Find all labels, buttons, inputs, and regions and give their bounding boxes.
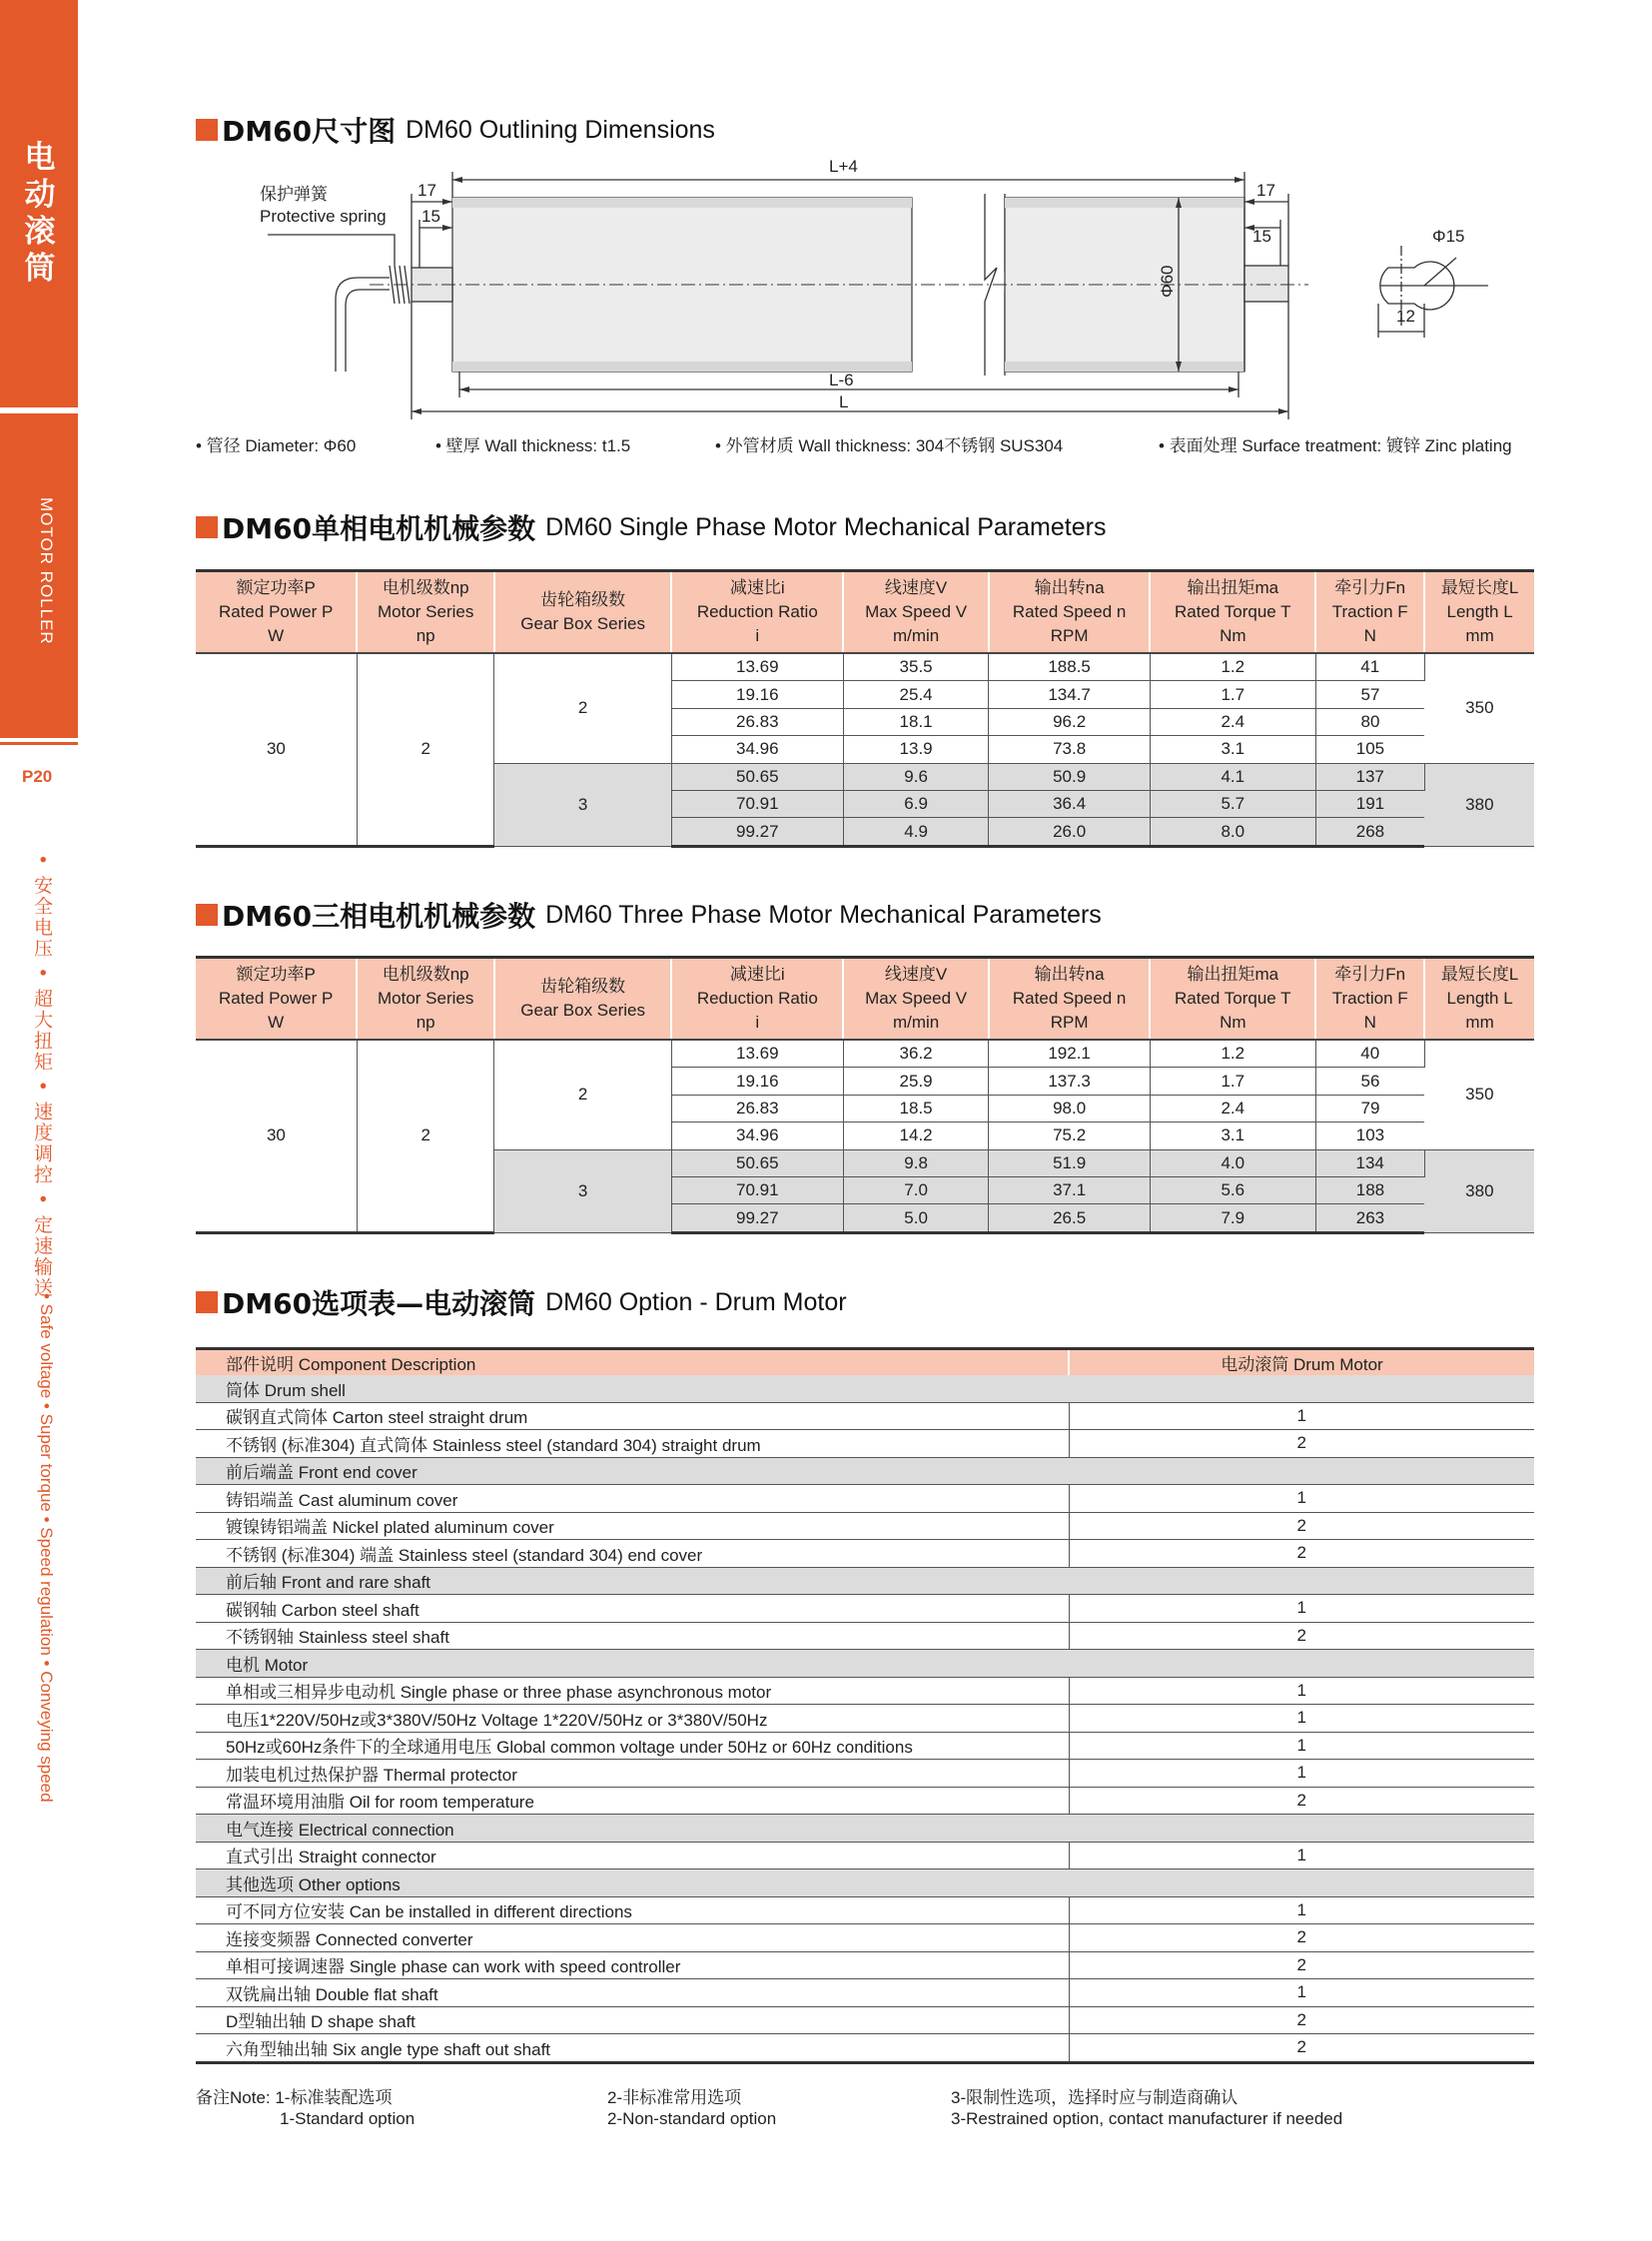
- options-item-row: [196, 1732, 1534, 1760]
- params-col-header-cn: 额定功率P: [236, 578, 316, 597]
- three-phase-table: [196, 956, 1534, 1234]
- heading-cn: DM60选项表—电动滚筒: [222, 1287, 536, 1320]
- params-col-header-unit: i: [755, 626, 760, 645]
- options-item-row: [196, 1512, 1534, 1540]
- value-cell: 36.2: [843, 1040, 989, 1068]
- value-cell: 103: [1315, 1122, 1424, 1149]
- params-col-header: [1424, 958, 1534, 1041]
- params-col-header: [671, 958, 843, 1041]
- option-value: 1: [1069, 1979, 1534, 2007]
- option-description: 双铣扁出轴 Double flat shaft: [196, 1979, 1069, 2007]
- params-col-header-en: Length L: [1446, 989, 1513, 1008]
- params-col-header: [1150, 571, 1315, 654]
- dim-l: L: [839, 392, 849, 411]
- option-description: 加装电机过热保护器 Thermal protector: [196, 1760, 1069, 1788]
- table-row: [196, 1040, 1534, 1068]
- value-cell: 25.4: [843, 681, 989, 708]
- options-item-row: [196, 1430, 1534, 1458]
- value-cell: 18.5: [843, 1095, 989, 1121]
- options-category-label: 筒体 Drum shell: [196, 1375, 1534, 1402]
- params-col-header-unit: Nm: [1220, 1013, 1246, 1032]
- option-value: 1: [1069, 1677, 1534, 1705]
- options-item-row: [196, 2034, 1534, 2063]
- params-col-header-unit: np: [415, 1013, 435, 1032]
- single-phase-table: [196, 569, 1534, 848]
- value-cell: 99.27: [671, 1204, 843, 1232]
- dim-phi15: Φ15: [1432, 227, 1465, 246]
- params-col-header-en: Reduction Ratio: [696, 989, 818, 1008]
- option-value: 2: [1069, 1430, 1534, 1458]
- sidebar-title-en: MOTOR ROLLER: [37, 497, 56, 645]
- heading-en: DM60 Single Phase Motor Mechanical Parameters: [545, 512, 1107, 541]
- value-cell: 3.1: [1150, 736, 1315, 763]
- value-cell: 137.3: [989, 1068, 1150, 1095]
- option-value: 1: [1069, 1595, 1534, 1623]
- params-col-header-unit: mm: [1465, 626, 1494, 645]
- dim-l-plus-4: L+4: [829, 157, 858, 176]
- dim-17-left: 17: [417, 181, 436, 200]
- params-col-header-unit: mm: [1465, 1013, 1494, 1032]
- value-cell: 268: [1315, 818, 1424, 846]
- option-value: 2: [1069, 1512, 1534, 1540]
- spring-label-en: Protective spring: [260, 207, 387, 226]
- params-header-row: [196, 571, 1534, 654]
- value-cell: 26.5: [989, 1204, 1150, 1232]
- params-col-header: [843, 571, 989, 654]
- length-cell: 380: [1424, 1149, 1534, 1232]
- option-description: 不锈钢轴 Stainless steel shaft: [196, 1622, 1069, 1650]
- params-col-header-en: Max Speed V: [865, 602, 968, 621]
- dimension-drawing-svg: [190, 150, 1488, 419]
- option-value: 2: [1069, 1622, 1534, 1650]
- dim-15-right: 15: [1252, 227, 1271, 246]
- note-2-cn: 2-非标准常用选项: [607, 2088, 742, 2107]
- params-col-header-cn: 减速比i: [729, 965, 785, 984]
- value-cell: 188: [1315, 1176, 1424, 1203]
- params-col-header-en: Rated Power P: [219, 989, 334, 1008]
- params-col-header-unit: N: [1363, 626, 1376, 645]
- params-col-header: [494, 571, 671, 654]
- dim-15-left: 15: [421, 207, 440, 226]
- option-value: 1: [1069, 1705, 1534, 1733]
- value-cell: 5.7: [1150, 790, 1315, 817]
- heading-marker: [196, 119, 218, 141]
- length-cell: 350: [1424, 1040, 1534, 1149]
- note-3-cn: 3-限制性选项，选择时应与制造商确认: [951, 2088, 1239, 2107]
- value-cell: 50.65: [671, 763, 843, 790]
- value-cell: 18.1: [843, 708, 989, 735]
- dimension-drawing: [190, 150, 1488, 419]
- options-category-row: [196, 1567, 1534, 1595]
- option-value: 2: [1069, 1540, 1534, 1568]
- params-col-header-unit: RPM: [1050, 626, 1089, 645]
- value-cell: 75.2: [989, 1122, 1150, 1149]
- params-col-header-en: Motor Series: [377, 989, 474, 1008]
- length-cell: 380: [1424, 763, 1534, 846]
- value-cell: 7.9: [1150, 1204, 1315, 1232]
- value-cell: 14.2: [843, 1122, 989, 1149]
- value-cell: 98.0: [989, 1095, 1150, 1121]
- heading-cn: DM60三相电机机械参数: [222, 900, 536, 933]
- option-value: 2: [1069, 1951, 1534, 1979]
- params-col-header: [671, 571, 843, 654]
- options-col-drum-motor: 电动滚筒 Drum Motor: [1069, 1349, 1534, 1376]
- value-cell: 9.8: [843, 1149, 989, 1176]
- value-cell: 70.91: [671, 1176, 843, 1203]
- params-col-header-unit: W: [268, 626, 285, 645]
- value-cell: 36.4: [989, 790, 1150, 817]
- options-item-row: [196, 1622, 1534, 1650]
- option-description: 直式引出 Straight connector: [196, 1842, 1069, 1869]
- params-col-header: [357, 571, 494, 654]
- option-description: 单相可接调速器 Single phase can work with speed controller: [196, 1951, 1069, 1979]
- value-cell: 1.2: [1150, 653, 1315, 681]
- params-col-header-unit: m/min: [892, 1013, 940, 1032]
- params-col-header-cn: 线速度V: [884, 965, 948, 984]
- options-item-row: [196, 1842, 1534, 1869]
- options-category-row: [196, 1869, 1534, 1897]
- value-cell: 191: [1315, 790, 1424, 817]
- dim-17-right: 17: [1256, 181, 1275, 200]
- params-col-header-cn: 最短长度L: [1440, 578, 1519, 597]
- value-cell: 105: [1315, 736, 1424, 763]
- value-cell: 4.9: [843, 818, 989, 846]
- value-cell: 1.2: [1150, 1040, 1315, 1068]
- params-col-header-en: Rated Torque T: [1175, 602, 1291, 621]
- value-cell: 50.65: [671, 1149, 843, 1176]
- value-cell: 134.7: [989, 681, 1150, 708]
- params-col-header-en: Rated Speed n: [1012, 989, 1127, 1008]
- note-2-en: 2-Non-standard option: [607, 2109, 777, 2128]
- params-col-header-en: Gear Box Series: [520, 1001, 645, 1020]
- params-col-header-unit: i: [755, 1013, 760, 1032]
- options-item-row: [196, 1402, 1534, 1430]
- value-cell: 41: [1315, 653, 1424, 681]
- params-col-header-en: Rated Torque T: [1175, 989, 1291, 1008]
- options-item-row: [196, 2006, 1534, 2034]
- params-col-header-cn: 牵引力Fn: [1334, 578, 1406, 597]
- value-cell: 73.8: [989, 736, 1150, 763]
- value-cell: 192.1: [989, 1040, 1150, 1068]
- options-category-label: 前后端盖 Front end cover: [196, 1457, 1534, 1485]
- params-col-header: [494, 958, 671, 1041]
- value-cell: 96.2: [989, 708, 1150, 735]
- option-value: 2: [1069, 1924, 1534, 1952]
- options-category-label: 前后轴 Front and rare shaft: [196, 1567, 1534, 1595]
- sidebar-features-cn: • 安全电压 • 超大扭矩 • 速度调控 • 定速输送: [31, 854, 53, 1299]
- heading-marker: [196, 516, 218, 538]
- option-value: 1: [1069, 1485, 1534, 1513]
- options-category-label: 其他选项 Other options: [196, 1869, 1534, 1897]
- value-cell: 137: [1315, 763, 1424, 790]
- gearbox-cell: 2: [494, 653, 671, 763]
- option-value: 1: [1069, 1402, 1534, 1430]
- options-col-description: 部件说明 Component Description: [196, 1349, 1069, 1376]
- value-cell: 13.69: [671, 1040, 843, 1068]
- value-cell: 57: [1315, 681, 1424, 708]
- spec-line: [196, 431, 1534, 461]
- params-col-header-cn: 输出扭矩ma: [1187, 965, 1279, 984]
- params-col-header: [357, 958, 494, 1041]
- page-number: P20: [22, 767, 53, 786]
- params-col-header-cn: 线速度V: [884, 578, 948, 597]
- options-category-row: [196, 1815, 1534, 1843]
- params-col-header-cn: 电机级数np: [382, 578, 469, 597]
- options-item-row: [196, 1540, 1534, 1568]
- option-value: 2: [1069, 2006, 1534, 2034]
- option-description: 碳钢轴 Carbon steel shaft: [196, 1595, 1069, 1623]
- spec-material: • 外管材质 Wall thickness: 304不锈钢 SUS304: [715, 436, 1064, 455]
- motor-series-cell: 2: [357, 1040, 494, 1232]
- options-header-row: [196, 1349, 1534, 1376]
- options-item-row: [196, 1979, 1534, 2007]
- value-cell: 2.4: [1150, 1095, 1315, 1121]
- value-cell: 34.96: [671, 1122, 843, 1149]
- value-cell: 40: [1315, 1040, 1424, 1068]
- params-col-header: [196, 958, 357, 1041]
- value-cell: 13.9: [843, 736, 989, 763]
- option-value: 1: [1069, 1732, 1534, 1760]
- spec-wall: • 壁厚 Wall thickness: t1.5: [435, 436, 631, 455]
- length-cell: 350: [1424, 653, 1534, 763]
- dim-12: 12: [1396, 307, 1415, 326]
- params-col-header-unit: W: [268, 1013, 285, 1032]
- params-col-header-cn: 减速比i: [729, 578, 785, 597]
- params-col-header: [1315, 958, 1424, 1041]
- section-heading-three-phase: [196, 895, 1102, 935]
- value-cell: 1.7: [1150, 681, 1315, 708]
- value-cell: 19.16: [671, 1068, 843, 1095]
- spec-diameter: • 管径 Diameter: Φ60: [196, 436, 357, 455]
- params-col-header: [196, 571, 357, 654]
- option-value: 1: [1069, 1896, 1534, 1924]
- value-cell: 51.9: [989, 1149, 1150, 1176]
- option-description: 单相或三相异步电动机 Single phase or three phase asynchronous motor: [196, 1677, 1069, 1705]
- params-col-header-unit: N: [1363, 1013, 1376, 1032]
- value-cell: 6.9: [843, 790, 989, 817]
- sidebar-title-cn: 电动滚筒: [24, 140, 56, 287]
- params-col-header-cn: 输出扭矩ma: [1187, 578, 1279, 597]
- params-col-header-cn: 牵引力Fn: [1334, 965, 1406, 984]
- option-description: 铸铝端盖 Cast aluminum cover: [196, 1485, 1069, 1513]
- heading-cn: DM60单相电机机械参数: [222, 512, 536, 545]
- value-cell: 34.96: [671, 736, 843, 763]
- heading-marker: [196, 1291, 218, 1313]
- value-cell: 26.83: [671, 708, 843, 735]
- rated-power-cell: 30: [196, 1040, 357, 1232]
- options-item-row: [196, 1951, 1534, 1979]
- gearbox-cell: 3: [494, 1149, 671, 1232]
- value-cell: 188.5: [989, 653, 1150, 681]
- option-description: 可不同方位安装 Can be installed in different directions: [196, 1896, 1069, 1924]
- params-col-header-en: Max Speed V: [865, 989, 968, 1008]
- heading-en: DM60 Option - Drum Motor: [545, 1287, 847, 1316]
- section-heading-dimensions: [196, 110, 715, 150]
- params-header-row: [196, 958, 1534, 1041]
- params-col-header-unit: Nm: [1220, 626, 1246, 645]
- params-col-header-cn: 额定功率P: [236, 965, 316, 984]
- params-col-header: [989, 571, 1150, 654]
- heading-en: DM60 Outlining Dimensions: [406, 115, 715, 144]
- options-category-row: [196, 1650, 1534, 1678]
- options-item-row: [196, 1787, 1534, 1815]
- params-col-header: [1424, 571, 1534, 654]
- options-category-row: [196, 1375, 1534, 1402]
- params-col-header: [843, 958, 989, 1041]
- value-cell: 8.0: [1150, 818, 1315, 846]
- params-col-header-en: Traction F: [1331, 989, 1408, 1008]
- sidebar: [0, 0, 80, 2241]
- notes: [196, 2083, 1534, 2143]
- spec-surface: • 表面处理 Surface treatment: 镀锌 Zinc plating: [1159, 436, 1512, 455]
- params-col-header-cn: 电机级数np: [382, 965, 469, 984]
- sidebar-features-en: • Safe voltage • Super torque • Speed regulation • Conveying speed: [37, 1293, 56, 1803]
- params-col-header-unit: m/min: [892, 626, 940, 645]
- value-cell: 2.4: [1150, 708, 1315, 735]
- options-item-row: [196, 1485, 1534, 1513]
- options-item-row: [196, 1677, 1534, 1705]
- value-cell: 5.6: [1150, 1176, 1315, 1203]
- value-cell: 5.0: [843, 1204, 989, 1232]
- params-col-header-en: Length L: [1446, 602, 1513, 621]
- params-col-header-en: Rated Power P: [219, 602, 334, 621]
- params-col-header-unit: RPM: [1050, 1013, 1089, 1032]
- params-col-header-cn: 齿轮箱级数: [540, 977, 626, 996]
- value-cell: 99.27: [671, 818, 843, 846]
- params-col-header-cn: 输出转na: [1034, 965, 1105, 984]
- dim-phi60: Φ60: [1158, 265, 1177, 298]
- option-value: 1: [1069, 1760, 1534, 1788]
- value-cell: 35.5: [843, 653, 989, 681]
- params-col-header-cn: 最短长度L: [1440, 965, 1519, 984]
- value-cell: 79: [1315, 1095, 1424, 1121]
- table-row: [196, 653, 1534, 681]
- note-1-en: 1-Standard option: [280, 2109, 415, 2128]
- value-cell: 9.6: [843, 763, 989, 790]
- options-item-row: [196, 1896, 1534, 1924]
- value-cell: 37.1: [989, 1176, 1150, 1203]
- option-description: 50Hz或60Hz条件下的全球通用电压 Global common voltage under 50Hz or 60Hz conditions: [196, 1732, 1069, 1760]
- params-col-header-cn: 输出转na: [1034, 578, 1105, 597]
- params-col-header-en: Reduction Ratio: [696, 602, 818, 621]
- option-description: 镀镍铸铝端盖 Nickel plated aluminum cover: [196, 1512, 1069, 1540]
- option-value: 2: [1069, 1787, 1534, 1815]
- params-col-header-cn: 齿轮箱级数: [540, 590, 626, 609]
- section-heading-options: [196, 1282, 847, 1322]
- params-col-header: [989, 958, 1150, 1041]
- option-value: 1: [1069, 1842, 1534, 1869]
- value-cell: 7.0: [843, 1176, 989, 1203]
- motor-series-cell: 2: [357, 653, 494, 846]
- section-heading-single-phase: [196, 507, 1106, 547]
- options-item-row: [196, 1595, 1534, 1623]
- value-cell: 26.83: [671, 1095, 843, 1121]
- params-col-header: [1315, 571, 1424, 654]
- note-1-cn: 备注Note: 1-标准装配选项: [196, 2088, 393, 2107]
- params-col-header-unit: np: [415, 626, 435, 645]
- option-description: 不锈钢 (标准304) 端盖 Stainless steel (standard 304) end cover: [196, 1540, 1069, 1568]
- params-col-header-en: Rated Speed n: [1012, 602, 1127, 621]
- heading-en: DM60 Three Phase Motor Mechanical Parameters: [545, 900, 1102, 929]
- options-item-row: [196, 1760, 1534, 1788]
- note-3-en: 3-Restrained option, contact manufacturer if needed: [951, 2109, 1343, 2128]
- options-category-label: 电机 Motor: [196, 1650, 1534, 1678]
- params-col-header-en: Motor Series: [377, 602, 474, 621]
- value-cell: 19.16: [671, 681, 843, 708]
- option-description: D型轴出轴 D shape shaft: [196, 2006, 1069, 2034]
- value-cell: 25.9: [843, 1068, 989, 1095]
- option-description: 六角型轴出轴 Six angle type shaft out shaft: [196, 2034, 1069, 2063]
- gearbox-cell: 2: [494, 1040, 671, 1149]
- option-description: 电压1*220V/50Hz或3*380V/50Hz Voltage 1*220V/50Hz or 3*380V/50Hz: [196, 1705, 1069, 1733]
- params-col-header: [1150, 958, 1315, 1041]
- options-table: [196, 1347, 1534, 2064]
- value-cell: 56: [1315, 1068, 1424, 1095]
- dim-l-minus-6: L-6: [829, 371, 854, 389]
- option-description: 常温环境用油脂 Oil for room temperature: [196, 1787, 1069, 1815]
- option-description: 碳钢直式筒体 Carton steel straight drum: [196, 1402, 1069, 1430]
- options-category-row: [196, 1457, 1534, 1485]
- option-description: 连接变频器 Connected converter: [196, 1924, 1069, 1952]
- option-value: 2: [1069, 2034, 1534, 2063]
- value-cell: 80: [1315, 708, 1424, 735]
- option-description: 不锈钢 (标准304) 直式筒体 Stainless steel (standard 304) straight drum: [196, 1430, 1069, 1458]
- params-col-header-en: Traction F: [1331, 602, 1408, 621]
- value-cell: 1.7: [1150, 1068, 1315, 1095]
- value-cell: 3.1: [1150, 1122, 1315, 1149]
- options-item-row: [196, 1705, 1534, 1733]
- options-category-label: 电气连接 Electrical connection: [196, 1815, 1534, 1843]
- options-item-row: [196, 1924, 1534, 1952]
- value-cell: 134: [1315, 1149, 1424, 1176]
- heading-cn: DM60尺寸图: [222, 115, 397, 148]
- rated-power-cell: 30: [196, 653, 357, 846]
- value-cell: 4.1: [1150, 763, 1315, 790]
- spring-label-cn: 保护弹簧: [260, 185, 328, 204]
- gearbox-cell: 3: [494, 763, 671, 846]
- heading-marker: [196, 904, 218, 926]
- params-col-header-en: Gear Box Series: [520, 614, 645, 633]
- value-cell: 4.0: [1150, 1149, 1315, 1176]
- value-cell: 263: [1315, 1204, 1424, 1232]
- sidebar-divider: [0, 742, 78, 745]
- value-cell: 26.0: [989, 818, 1150, 846]
- value-cell: 70.91: [671, 790, 843, 817]
- value-cell: 13.69: [671, 653, 843, 681]
- value-cell: 50.9: [989, 763, 1150, 790]
